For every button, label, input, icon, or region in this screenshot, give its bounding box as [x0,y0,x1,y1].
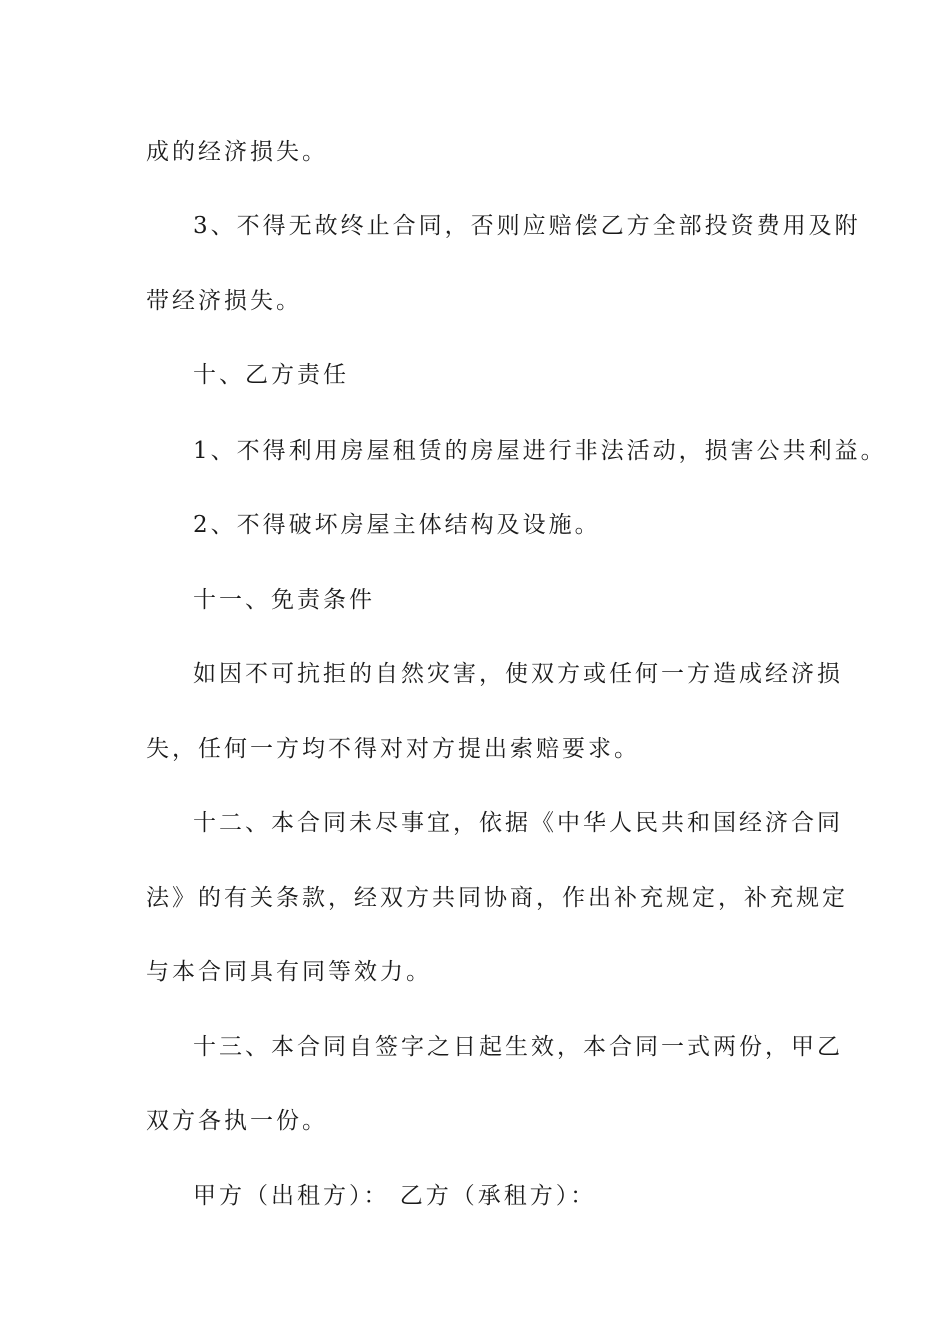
text-line: 成的经济损失。 [146,139,328,165]
text-line: 失，任何一方均不得对对方提出索赔要求。 [146,736,640,762]
text-line: 3、不得无故终止合同，否则应赔偿乙方全部投资费用及附 [193,213,861,239]
text-line: 双方各执一份。 [146,1108,328,1134]
text-line: 如因不可抗拒的自然灾害，使双方或任何一方造成经济损 [193,661,843,687]
signature-line: 甲方（出租方）： 乙方（承租方）： [193,1183,597,1209]
text-line: 十三、本合同自签字之日起生效，本合同一式两份，甲乙 [193,1034,843,1060]
text-line: 2、不得破坏房屋主体结构及设施。 [193,512,601,538]
text-line: 1、不得利用房屋租赁的房屋进行非法活动，损害公共利益。 [193,438,887,464]
section-heading: 十、乙方责任 [193,362,349,388]
text-line: 十二、本合同未尽事宜，依据《中华人民共和国经济合同 [193,810,843,836]
text-line: 法》的有关条款，经双方共同协商，作出补充规定，补充规定 [146,885,848,911]
text-line: 带经济损失。 [146,288,302,314]
section-heading: 十一、免责条件 [193,587,375,613]
text-line: 与本合同具有同等效力。 [146,959,432,985]
